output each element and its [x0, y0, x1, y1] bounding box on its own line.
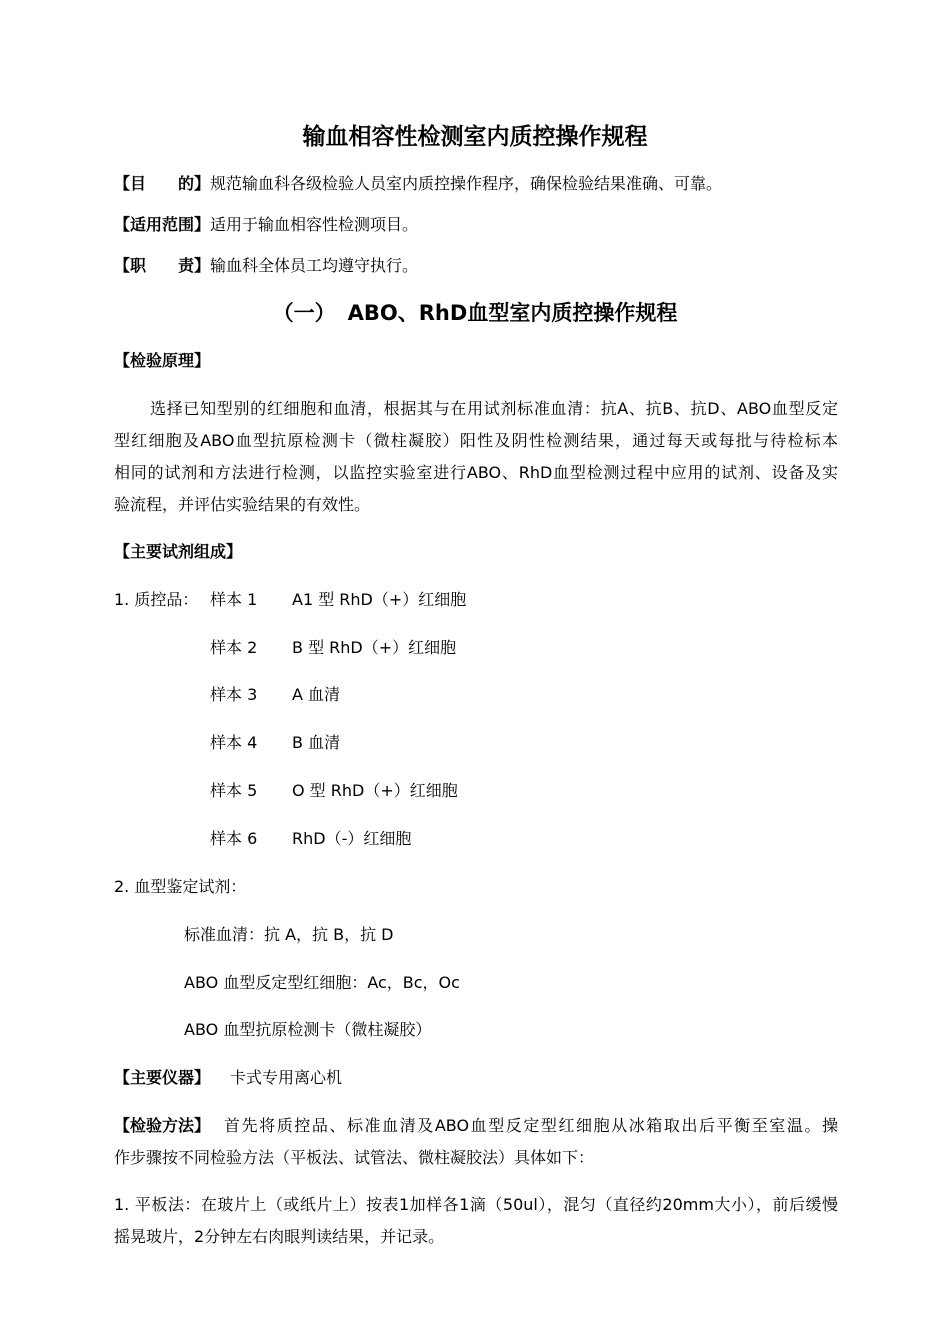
- duty-text: 输血科全体员工均遵守执行。: [210, 256, 419, 275]
- document-title: 输血相容性检测室内质控操作规程: [302, 124, 648, 150]
- purpose-line: [114, 174, 722, 194]
- instrument-label: 【主要仪器】: [114, 1068, 211, 1087]
- sample-desc: A 血清: [292, 685, 341, 704]
- item2-line: ABO 血型反定型红细胞：Ac，Bc，Oc: [184, 973, 460, 992]
- item2-line: 标准血清：抗 A，抗 B，抗 D: [184, 925, 394, 944]
- method-line: [114, 1116, 838, 1136]
- item2-label: 2. 血型鉴定试剂：: [114, 877, 247, 896]
- duty-line: [114, 256, 418, 276]
- principle-heading: 【检验原理】: [114, 351, 211, 370]
- principle-line: 相同的试剂和方法进行检测，以监控实验室进行ABO、RhD血型检测过程中应用的试剂、设备及实: [114, 463, 838, 482]
- sample-name: 样本 1: [210, 590, 258, 609]
- section-title: ABO、RhD血型室内质控操作规程: [347, 301, 678, 325]
- sample-desc: B 型 RhD（+）红细胞: [292, 638, 457, 657]
- purpose-text: 规范输血科各级检验人员室内质控操作程序，确保检验结果准确、可靠。: [210, 174, 723, 193]
- instrument-text: 卡式专用离心机: [230, 1068, 343, 1087]
- instrument-line: [114, 1068, 342, 1088]
- sample-desc: RhD（-）红细胞: [292, 829, 412, 848]
- principle-line: 验流程，并评估实验结果的有效性。: [114, 495, 371, 514]
- sample-name: 样本 2: [210, 638, 258, 657]
- sample-desc: B 血清: [292, 733, 341, 752]
- sample-name: 样本 5: [210, 781, 258, 800]
- principle-line: 型红细胞及ABO血型抗原检测卡（微柱凝胶）阳性及阴性检测结果，通过每天或每批与待检标本: [114, 431, 838, 450]
- item1-label: 1. 质控品：: [114, 590, 199, 609]
- sample-name: 样本 4: [210, 733, 258, 752]
- step1-line: 1. 平板法：在玻片上（或纸片上）按表1加样各1滴（50ul），混匀（直径约20mm大小），前后缓慢: [114, 1195, 838, 1214]
- sample-desc: A1 型 RhD（+）红细胞: [292, 590, 467, 609]
- section-heading: [0, 297, 950, 327]
- section-number: （一）: [272, 301, 336, 325]
- principle-line: 选择已知型别的红细胞和血清，根据其与在用试剂标准血清：抗A、抗B、抗D、ABO血型反定: [150, 399, 838, 418]
- scope-text: 适用于输血相容性检测项目。: [210, 215, 419, 234]
- purpose-label: 【目 的】: [114, 174, 211, 193]
- sample-name: 样本 3: [210, 685, 258, 704]
- item2-line: ABO 血型抗原检测卡（微柱凝胶）: [184, 1020, 432, 1039]
- scope-label: 【适用范围】: [114, 215, 211, 234]
- sample-name: 样本 6: [210, 829, 258, 848]
- reagents-heading: 【主要试剂组成】: [114, 542, 243, 561]
- method-label: 【检验方法】: [114, 1116, 211, 1135]
- method-text: 首先将质控品、标准血清及ABO血型反定型红细胞从冰箱取出后平衡至室温。操: [224, 1116, 838, 1135]
- scope-line: [114, 215, 418, 235]
- step1-line: 摇晃玻片，2分钟左右肉眼判读结果，并记录。: [114, 1227, 445, 1246]
- sample-desc: O 型 RhD（+）红细胞: [292, 781, 458, 800]
- duty-label: 【职 责】: [114, 256, 211, 275]
- method-line: 作步骤按不同检验方法（平板法、试管法、微柱凝胶法）具体如下：: [114, 1148, 595, 1167]
